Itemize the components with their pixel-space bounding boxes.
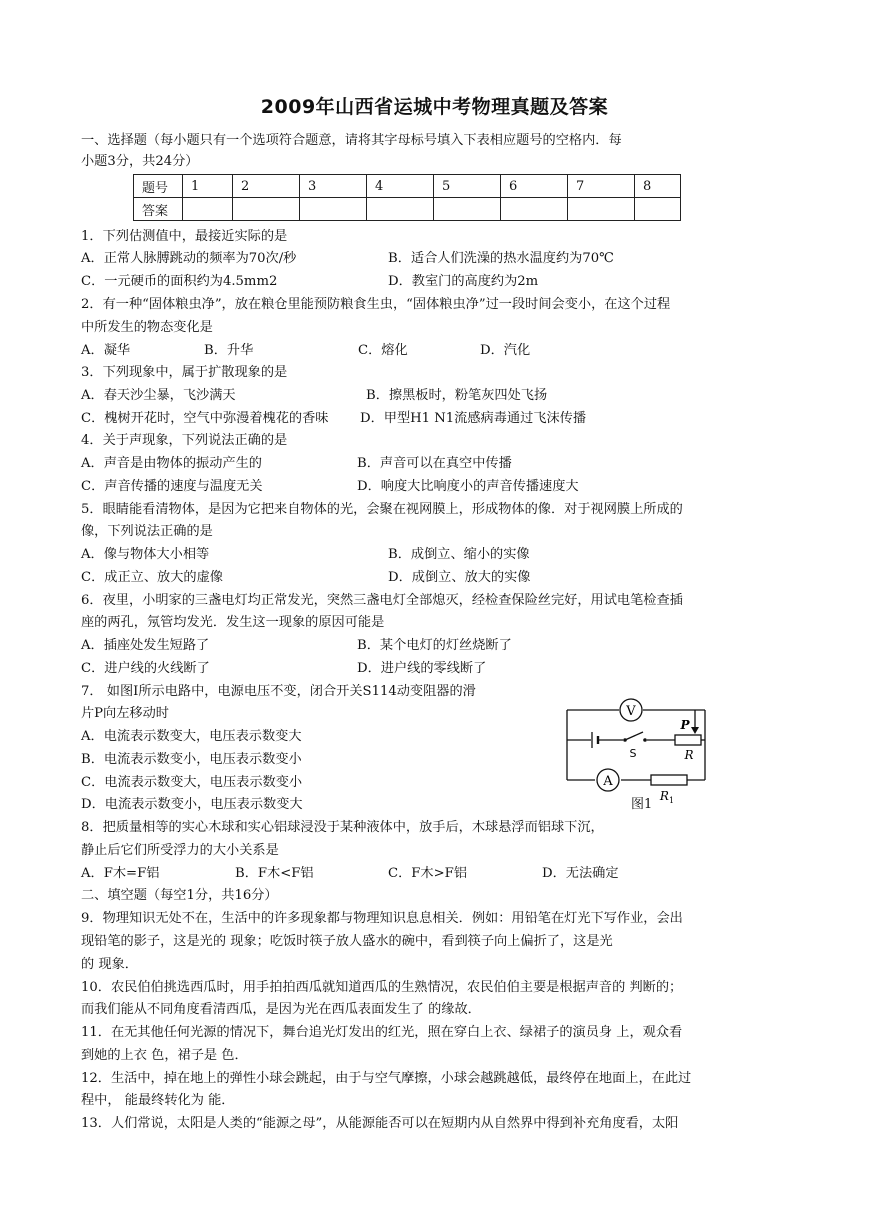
q2-option-d: D．汽化	[480, 343, 531, 358]
q2-option-b: B．升华	[204, 343, 254, 358]
q5-stem-line1: 5．眼睛能看清物体，是因为它把来自物体的光，会聚在视网膜上，形成物体的像．对于视网膜上所成的	[81, 502, 683, 517]
q7-option-b: B．电流表示数变小，电压表示数变小	[81, 752, 302, 767]
q7-option-a: A．电流表示数变大，电压表示数变大	[81, 729, 302, 744]
answer-table-number: 6	[501, 175, 568, 198]
answer-table-row-label: 题号	[134, 175, 183, 198]
switch-contact	[643, 738, 647, 742]
q10-line1: 10．农民伯伯挑选西瓜时，用手拍拍西瓜就知道西瓜的生熟情况，农民伯伯主要是根据声音的 判断的；	[81, 980, 683, 995]
page-title: 2009年山西省运城中考物理真题及答案	[260, 96, 609, 118]
answer-table-row-label: 答案	[134, 198, 183, 221]
q8-option-a: A．F木=F铝	[81, 866, 160, 881]
q5-option-b: B．成倒立、缩小的实像	[388, 547, 530, 562]
answer-table-number: 1	[183, 175, 233, 198]
q5-option-c: C．成正立、放大的虚像	[81, 570, 223, 585]
q10-line2: 而我们能从不同角度看清西瓜，是因为光在西瓜表面发生了 的缘故．	[81, 1002, 481, 1017]
q1-stem: 1．下列估测值中，最接近实际的是	[81, 229, 288, 244]
q6-stem-line2: 座的两孔，氖管均发光．发生这一现象的原因可能是	[81, 615, 385, 630]
answer-table-number: 4	[367, 175, 434, 198]
q4-stem: 4．关于声现象，下列说法正确的是	[81, 433, 288, 448]
answer-cell[interactable]	[434, 198, 501, 221]
answer-cell[interactable]	[183, 198, 233, 221]
q7-option-d: D．电流表示数变小，电压表示数变大	[81, 797, 303, 812]
answer-table-number-row	[134, 175, 681, 198]
answer-table-number: 7	[568, 175, 635, 198]
switch-label: S	[629, 747, 637, 760]
q9-line1: 9．物理知识无处不在，生活中的许多现象都与物理知识息息相关．例如：用铅笔在灯光下写作业，会出	[81, 911, 683, 926]
answer-table-number: 5	[434, 175, 501, 198]
q13-line1: 13．人们常说，太阳是人类的“能源之母”，从能源能否可以在短期内从自然界中得到补充角度看，太阳	[81, 1116, 679, 1131]
q7-stem-line1: 7． 如图I所示电路中，电源电压不变，闭合开关S114动变阻器的滑	[81, 684, 476, 699]
answer-table-number: 2	[233, 175, 300, 198]
answer-table-number: 8	[635, 175, 681, 198]
q3-option-d: D．甲型H1 N1流感病毒通过飞沫传播	[360, 411, 587, 426]
q6-option-c: C．进户线的火线断了	[81, 661, 210, 676]
q6-option-d: D．进户线的零线断了	[357, 661, 487, 676]
section2-heading: 二、填空题（每空1分，共16分）	[81, 888, 278, 903]
q8-stem-line1: 8．把质量相等的实心木球和实心铝球浸没于某种液体中，放手后，木球悬浮而铝球下沉，	[81, 820, 604, 835]
q4-option-b: B．声音可以在真空中传播	[357, 456, 512, 471]
answer-cell[interactable]	[233, 198, 300, 221]
q7-option-c: C．电流表示数变大，电压表示数变小	[81, 775, 303, 790]
switch-blade	[625, 732, 643, 740]
resistor-label	[659, 789, 674, 805]
resistor-label-main: R	[659, 789, 669, 803]
q5-option-a: A．像与物体大小相等	[81, 547, 210, 562]
q11-line1: 11．在无其他任何光源的情况下，舞台追光灯发出的红光，照在穿白上衣、绿裙子的演员身 上，观众看	[81, 1025, 683, 1040]
q2-stem-line2: 中所发生的物态变化是	[81, 320, 213, 335]
ammeter-symbol: A	[603, 774, 613, 789]
answer-cell[interactable]	[367, 198, 434, 221]
q4-option-c: C．声音传播的速度与温度无关	[81, 479, 263, 494]
q12-line2: 程中， 能最终转化为 能．	[81, 1093, 235, 1108]
answer-cell[interactable]	[568, 198, 635, 221]
q8-option-b: B．F木<F铝	[235, 866, 314, 881]
q1-option-c: C．一元硬币的面积约为4.5mm2	[81, 274, 278, 289]
q4-option-d: D．响度大比响度小的声音传播速度大	[357, 479, 579, 494]
figure-caption: 图1	[631, 797, 653, 812]
q3-option-a: A．春天沙尘暴，飞沙满天	[81, 388, 236, 403]
q6-option-b: B．某个电灯的灯丝烧断了	[357, 638, 512, 653]
q6-stem-line1: 6．夜里，小明家的三盏电灯均正常发光，突然三盏电灯全部熄灭，经检查保险丝完好，用试电笔检查插	[81, 593, 683, 608]
section1-heading-line1: 一、选择题（每小题只有一个选项符合题意，请将其字母标号填入下表相应题号的空格内．每	[81, 133, 622, 148]
answer-table-answer-row	[134, 198, 681, 221]
q3-option-c: C．槐树开花时，空气中弥漫着槐花的香味	[81, 411, 329, 426]
rheostat-icon	[675, 735, 701, 745]
q1-option-b: B．适合人们洗澡的热水温度约为70℃	[388, 251, 614, 266]
q2-stem-line1: 2．有一种“固体粮虫净”，放在粮仓里能预防粮食生虫，“固体粮虫净”过一段时间会变小，在这个过程	[81, 297, 671, 312]
section1-heading-line2: 小题3分，共24分）	[81, 154, 199, 169]
q9-line2: 现铅笔的影子，这是光的 现象；吃饭时筷子放人盛水的碗中，看到筷子向上偏折了，这是光	[81, 934, 613, 949]
q3-stem: 3．下列现象中，属于扩散现象的是	[81, 365, 288, 380]
answer-cell[interactable]	[501, 198, 568, 221]
resistor-label-sub: 1	[668, 796, 675, 805]
q6-option-a: A．插座处发生短路了	[81, 638, 210, 653]
voltmeter-symbol: V	[626, 704, 636, 719]
slider-arrow-icon	[691, 727, 699, 734]
q8-option-c: C．F木>F铝	[388, 866, 468, 881]
q5-stem-line2: 像，下列说法正确的是	[81, 524, 213, 539]
slider-label: P	[680, 718, 690, 732]
q2-option-a: A．凝华	[81, 343, 131, 358]
answer-cell[interactable]	[300, 198, 367, 221]
q1-option-d: D．教室门的高度约为2m	[388, 274, 539, 289]
resistor-icon	[651, 775, 687, 785]
q7-stem-line2: 片P向左移动时	[81, 706, 169, 721]
q5-option-d: D．成倒立、放大的实像	[388, 570, 531, 585]
q8-stem-line2: 静止后它们所受浮力的大小关系是	[81, 843, 279, 858]
q8-option-d: D．无法确定	[542, 866, 619, 881]
q4-option-a: A．声音是由物体的振动产生的	[81, 456, 262, 471]
answer-cell[interactable]	[635, 198, 681, 221]
q2-option-c: C．熔化	[358, 343, 408, 358]
rheostat-label: R	[684, 748, 694, 762]
answer-table	[133, 174, 681, 221]
answer-table-number: 3	[300, 175, 367, 198]
q9-line3: 的 现象．	[81, 957, 138, 972]
q1-option-a: A．正常人脉膊跳动的频率为70次/秒	[81, 251, 297, 266]
q11-line2: 到她的上衣 色，裙子是 色．	[81, 1048, 248, 1063]
q12-line1: 12．生活中，掉在地上的弹性小球会跳起，由于与空气摩擦，小球会越跳越低，最终停在地面上，在此过	[81, 1071, 692, 1086]
q3-option-b: B．擦黑板时，粉笔灰四处飞扬	[366, 388, 548, 403]
